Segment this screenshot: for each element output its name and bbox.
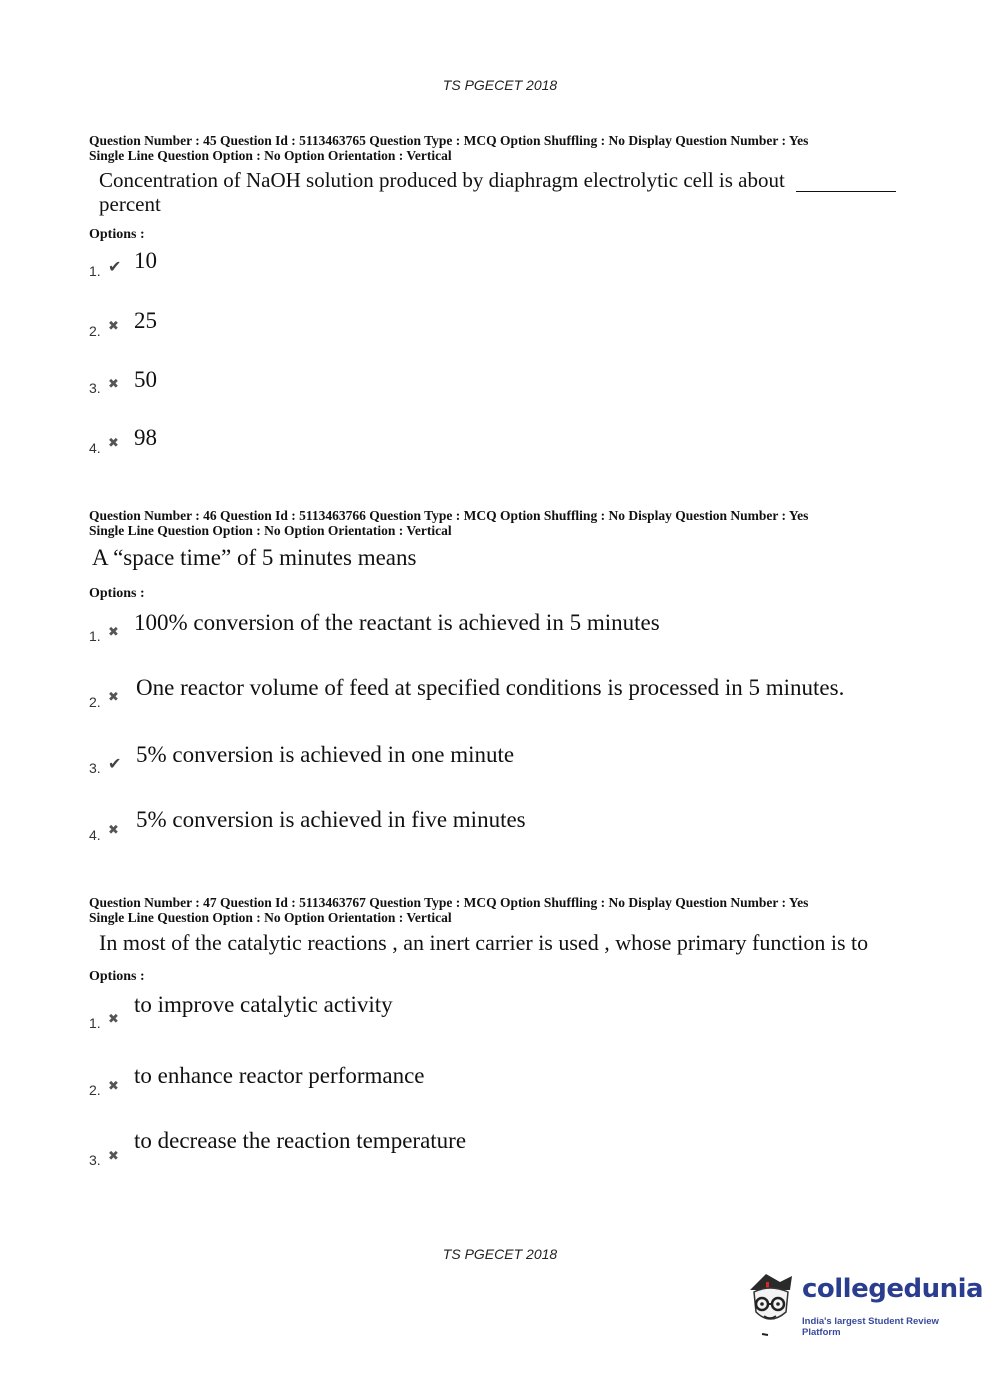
option-text: 25 xyxy=(134,308,157,333)
check-icon: ✔ xyxy=(108,257,122,276)
options-label: Options : xyxy=(89,969,145,984)
option-1[interactable] xyxy=(0,992,1000,1032)
question-text xyxy=(92,546,416,570)
page-header: TS PGECET 2018 xyxy=(442,77,558,93)
cross-icon: ✖ xyxy=(108,690,119,705)
option-2[interactable] xyxy=(0,1063,1000,1103)
cross-icon: ✖ xyxy=(108,377,119,392)
page-footer: TS PGECET 2018 xyxy=(442,1246,558,1262)
logo-tagline: India's largest Student Review Platform xyxy=(802,1316,939,1338)
collegedunia-logo[interactable] xyxy=(740,1268,984,1340)
question-meta xyxy=(89,508,909,538)
option-number: 1. xyxy=(89,1015,101,1031)
option-number: 2. xyxy=(89,1082,101,1098)
option-number: 2. xyxy=(89,694,101,710)
cross-icon: ✖ xyxy=(108,319,119,334)
option-number: 3. xyxy=(89,760,101,776)
option-text: to improve catalytic activity xyxy=(134,992,393,1017)
logo-wordmark: collegedunia xyxy=(802,1274,984,1304)
option-text: 5% conversion is achieved in five minutes xyxy=(136,807,526,832)
question-text-line-1: A “space time” of 5 minutes means xyxy=(92,545,417,570)
options-label: Options : xyxy=(89,227,145,242)
question-meta xyxy=(89,133,909,163)
option-number: 1. xyxy=(89,628,101,644)
option-text: to enhance reactor performance xyxy=(134,1063,425,1088)
option-3[interactable] xyxy=(0,1128,1000,1168)
check-icon: ✔ xyxy=(108,754,122,773)
question-text xyxy=(99,168,896,216)
question-meta xyxy=(89,895,909,925)
cross-icon: ✖ xyxy=(108,1149,119,1164)
cross-icon: ✖ xyxy=(108,823,119,838)
cross-icon: ✖ xyxy=(108,625,119,640)
option-2[interactable] xyxy=(0,308,1000,348)
question-text-line-2: percent xyxy=(99,192,161,216)
cross-icon: ✖ xyxy=(108,1079,119,1094)
mascot-icon xyxy=(740,1268,800,1340)
option-number: 4. xyxy=(89,827,101,843)
meta-line-1: Question Number : 46 Question Id : 5113463766 Question Type : MCQ Option Shuffling : No Display Question Number : Yes xyxy=(89,508,809,523)
options-label: Options : xyxy=(89,586,145,601)
option-number: 1. xyxy=(89,263,101,279)
option-text: 100% conversion of the reactant is achieved in 5 minutes xyxy=(134,610,660,635)
option-text: 5% conversion is achieved in one minute xyxy=(136,742,515,767)
option-1[interactable] xyxy=(0,610,1000,650)
question-text xyxy=(99,931,868,955)
meta-line-1: Question Number : 47 Question Id : 5113463767 Question Type : MCQ Option Shuffling : No Display Question Number : Yes xyxy=(89,895,809,910)
meta-line-2: Single Line Question Option : No Option Orientation : Vertical xyxy=(89,148,452,163)
meta-line-1: Question Number : 45 Question Id : 5113463765 Question Type : MCQ Option Shuffling : No Display Question Number : Yes xyxy=(89,133,809,148)
option-4[interactable] xyxy=(0,425,1000,465)
question-text-line-1: In most of the catalytic reactions , an inert carrier is used , whose primary function is to xyxy=(99,930,869,955)
meta-line-2: Single Line Question Option : No Option Orientation : Vertical xyxy=(89,910,452,925)
option-4[interactable] xyxy=(0,807,1000,847)
meta-line-2: Single Line Question Option : No Option Orientation : Vertical xyxy=(89,523,452,538)
cross-icon: ✖ xyxy=(108,1012,119,1027)
option-2[interactable] xyxy=(0,675,1000,715)
option-1[interactable] xyxy=(0,248,1000,288)
option-text: One reactor volume of feed at specified conditions is processed in 5 minutes. xyxy=(136,675,845,700)
option-text: to decrease the reaction temperature xyxy=(134,1128,467,1153)
option-number: 2. xyxy=(89,323,101,339)
cross-icon: ✖ xyxy=(108,436,119,451)
option-number: 3. xyxy=(89,380,101,396)
option-text: 98 xyxy=(134,425,157,450)
question-text-line-1: Concentration of NaOH solution produced by diaphragm electrolytic cell is about xyxy=(99,168,785,192)
option-3[interactable] xyxy=(0,742,1000,782)
option-text: 50 xyxy=(134,367,157,392)
option-number: 3. xyxy=(89,1152,101,1168)
answer-blank xyxy=(796,173,896,192)
option-3[interactable] xyxy=(0,367,1000,407)
option-number: 4. xyxy=(89,440,101,456)
option-text: 10 xyxy=(134,248,157,273)
